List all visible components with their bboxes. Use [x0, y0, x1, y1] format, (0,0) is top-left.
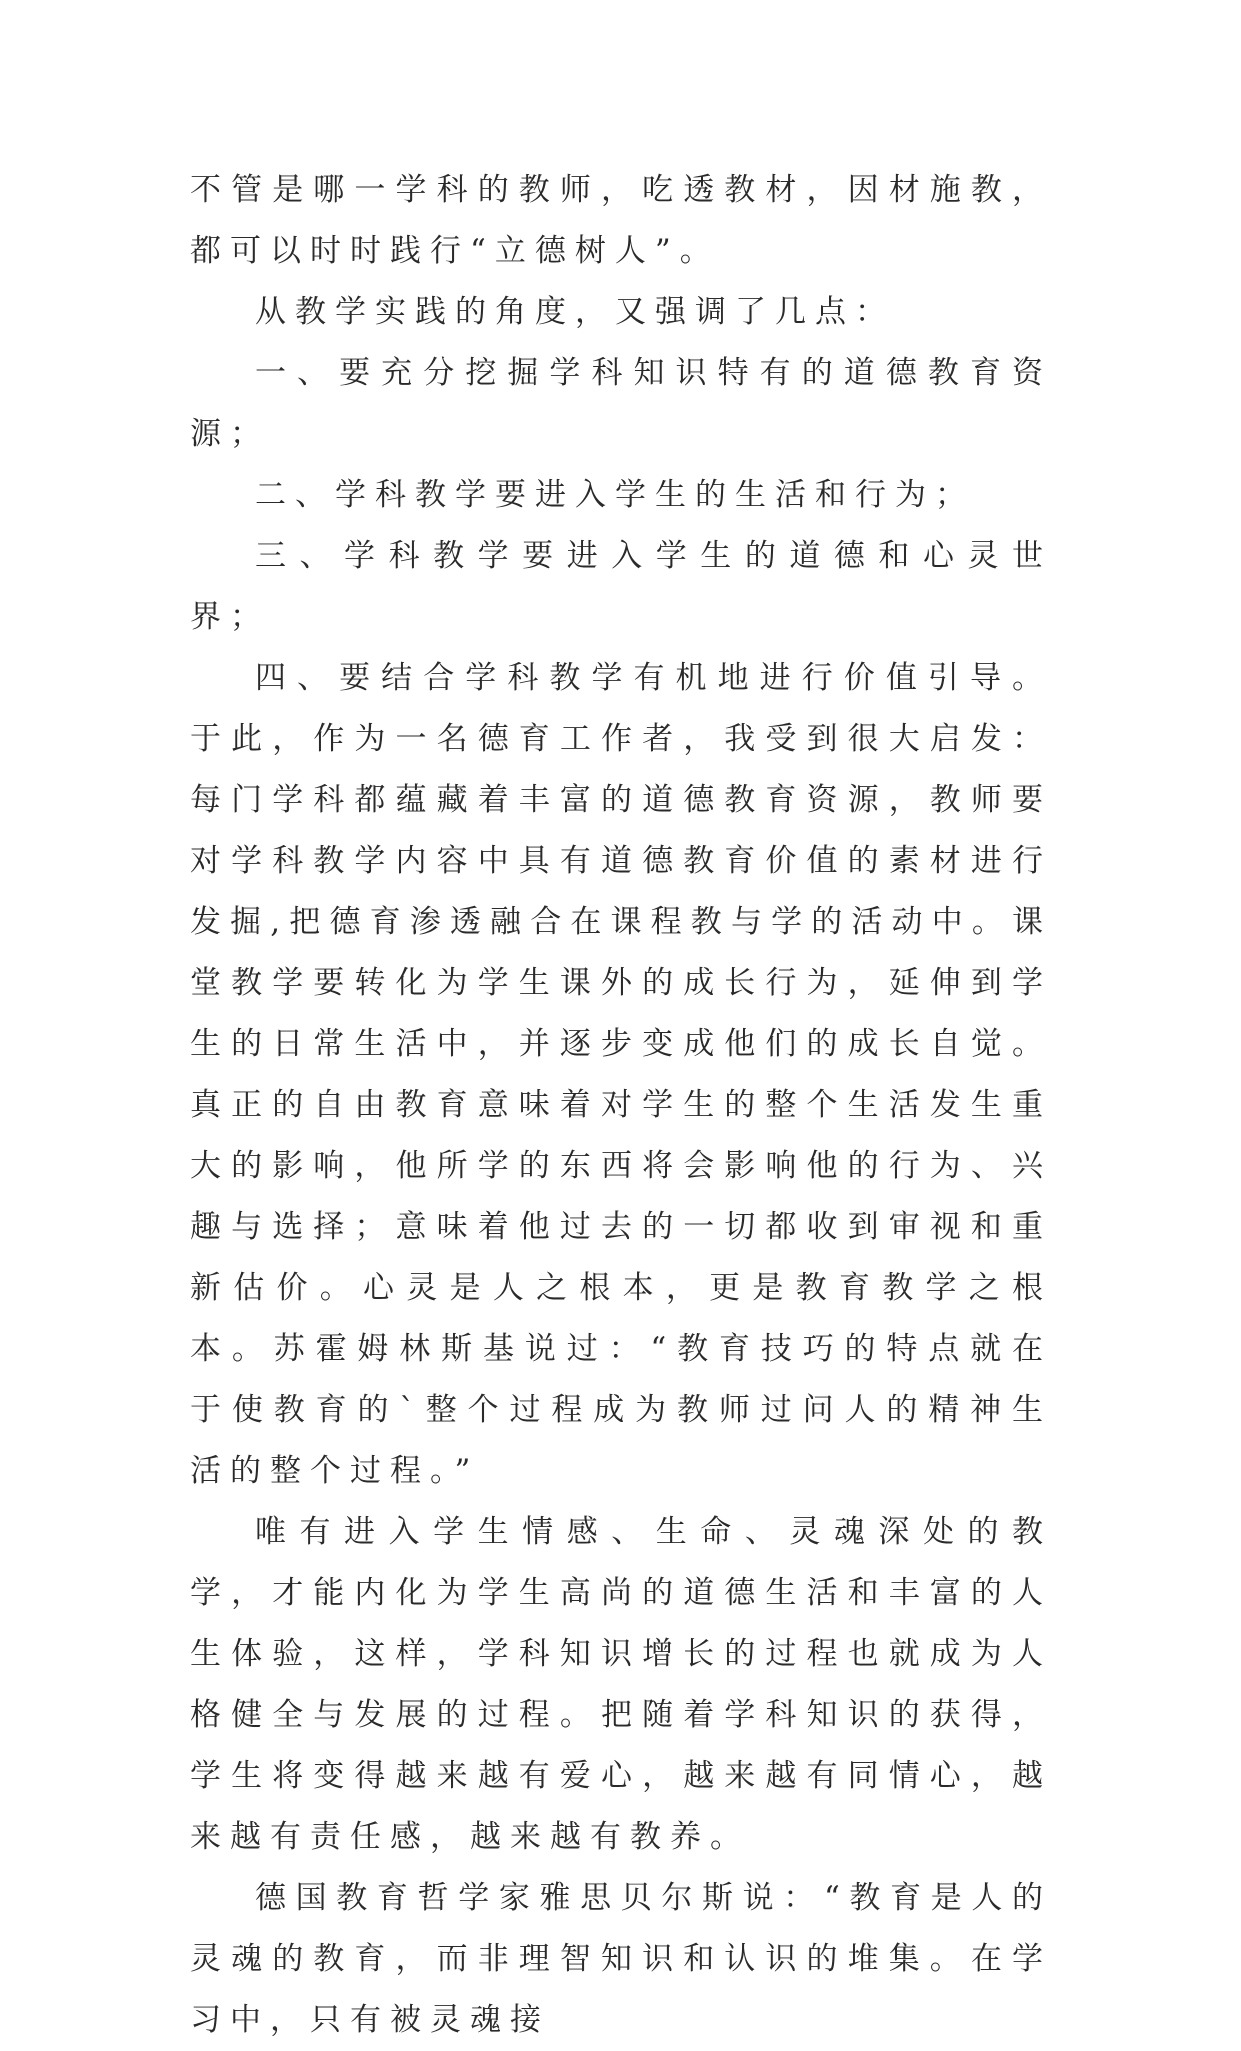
paragraph-4: 二、学科教学要进入学生的生活和行为； [255, 477, 975, 513]
paragraph-3: 一、要充分挖掘学科知识特有的道德教育资源； [190, 355, 1052, 452]
paragraph-2: 从教学实践的角度，又强调了几点： [255, 294, 895, 330]
paragraph-7: 唯有进入学生情感、生命、灵魂深处的教学，才能内化为学生高尚的道德生活和丰富的人生体验，这样，学科知识增长的过程也就成为人格健全与发展的过程。把随着学科知识的获得，学生将变得越来越有爱心，越来越有同情心，越来越有责任感，越来越有教养。 [190, 1514, 1052, 1855]
paragraph-6: 四、要结合学科教学有机地进行价值引导。于此，作为一名德育工作者，我受到很大启发：每门学科都蕴藏着丰富的道德教育资源，教师要对学科教学内容中具有道德教育价值的素材进行发掘,把德育渗透融合在课程教与学的活动中。课堂教学要转化为学生课外的成长行为，延伸到学生的日常生活中，并逐步变成他们的成长自觉。真正的自由教育意味着对学生的整个生活发生重大的影响，他所学的东西将会影响他的行为、兴趣与选择；意味着他过去的一切都收到审视和重新估价。心灵是人之根本，更是教育教学之根本。苏霍姆林斯基说过：“教育技巧的特点就在于使教育的`整个过程成为教师过问人的精神生活的整个过程。” [190, 660, 1052, 1489]
document-body [190, 160, 1052, 2051]
paragraph-8: 德国教育哲学家雅思贝尔斯说：“教育是人的灵魂的教育，而非理智知识和认识的堆集。在学习中，只有被灵魂接 [190, 1880, 1052, 2038]
paragraph-1: 不管是哪一学科的教师，吃透教材，因材施教，都可以时时践行“立德树人”。 [190, 172, 1052, 269]
paragraph-5: 三、学科教学要进入学生的道德和心灵世界； [190, 538, 1052, 635]
